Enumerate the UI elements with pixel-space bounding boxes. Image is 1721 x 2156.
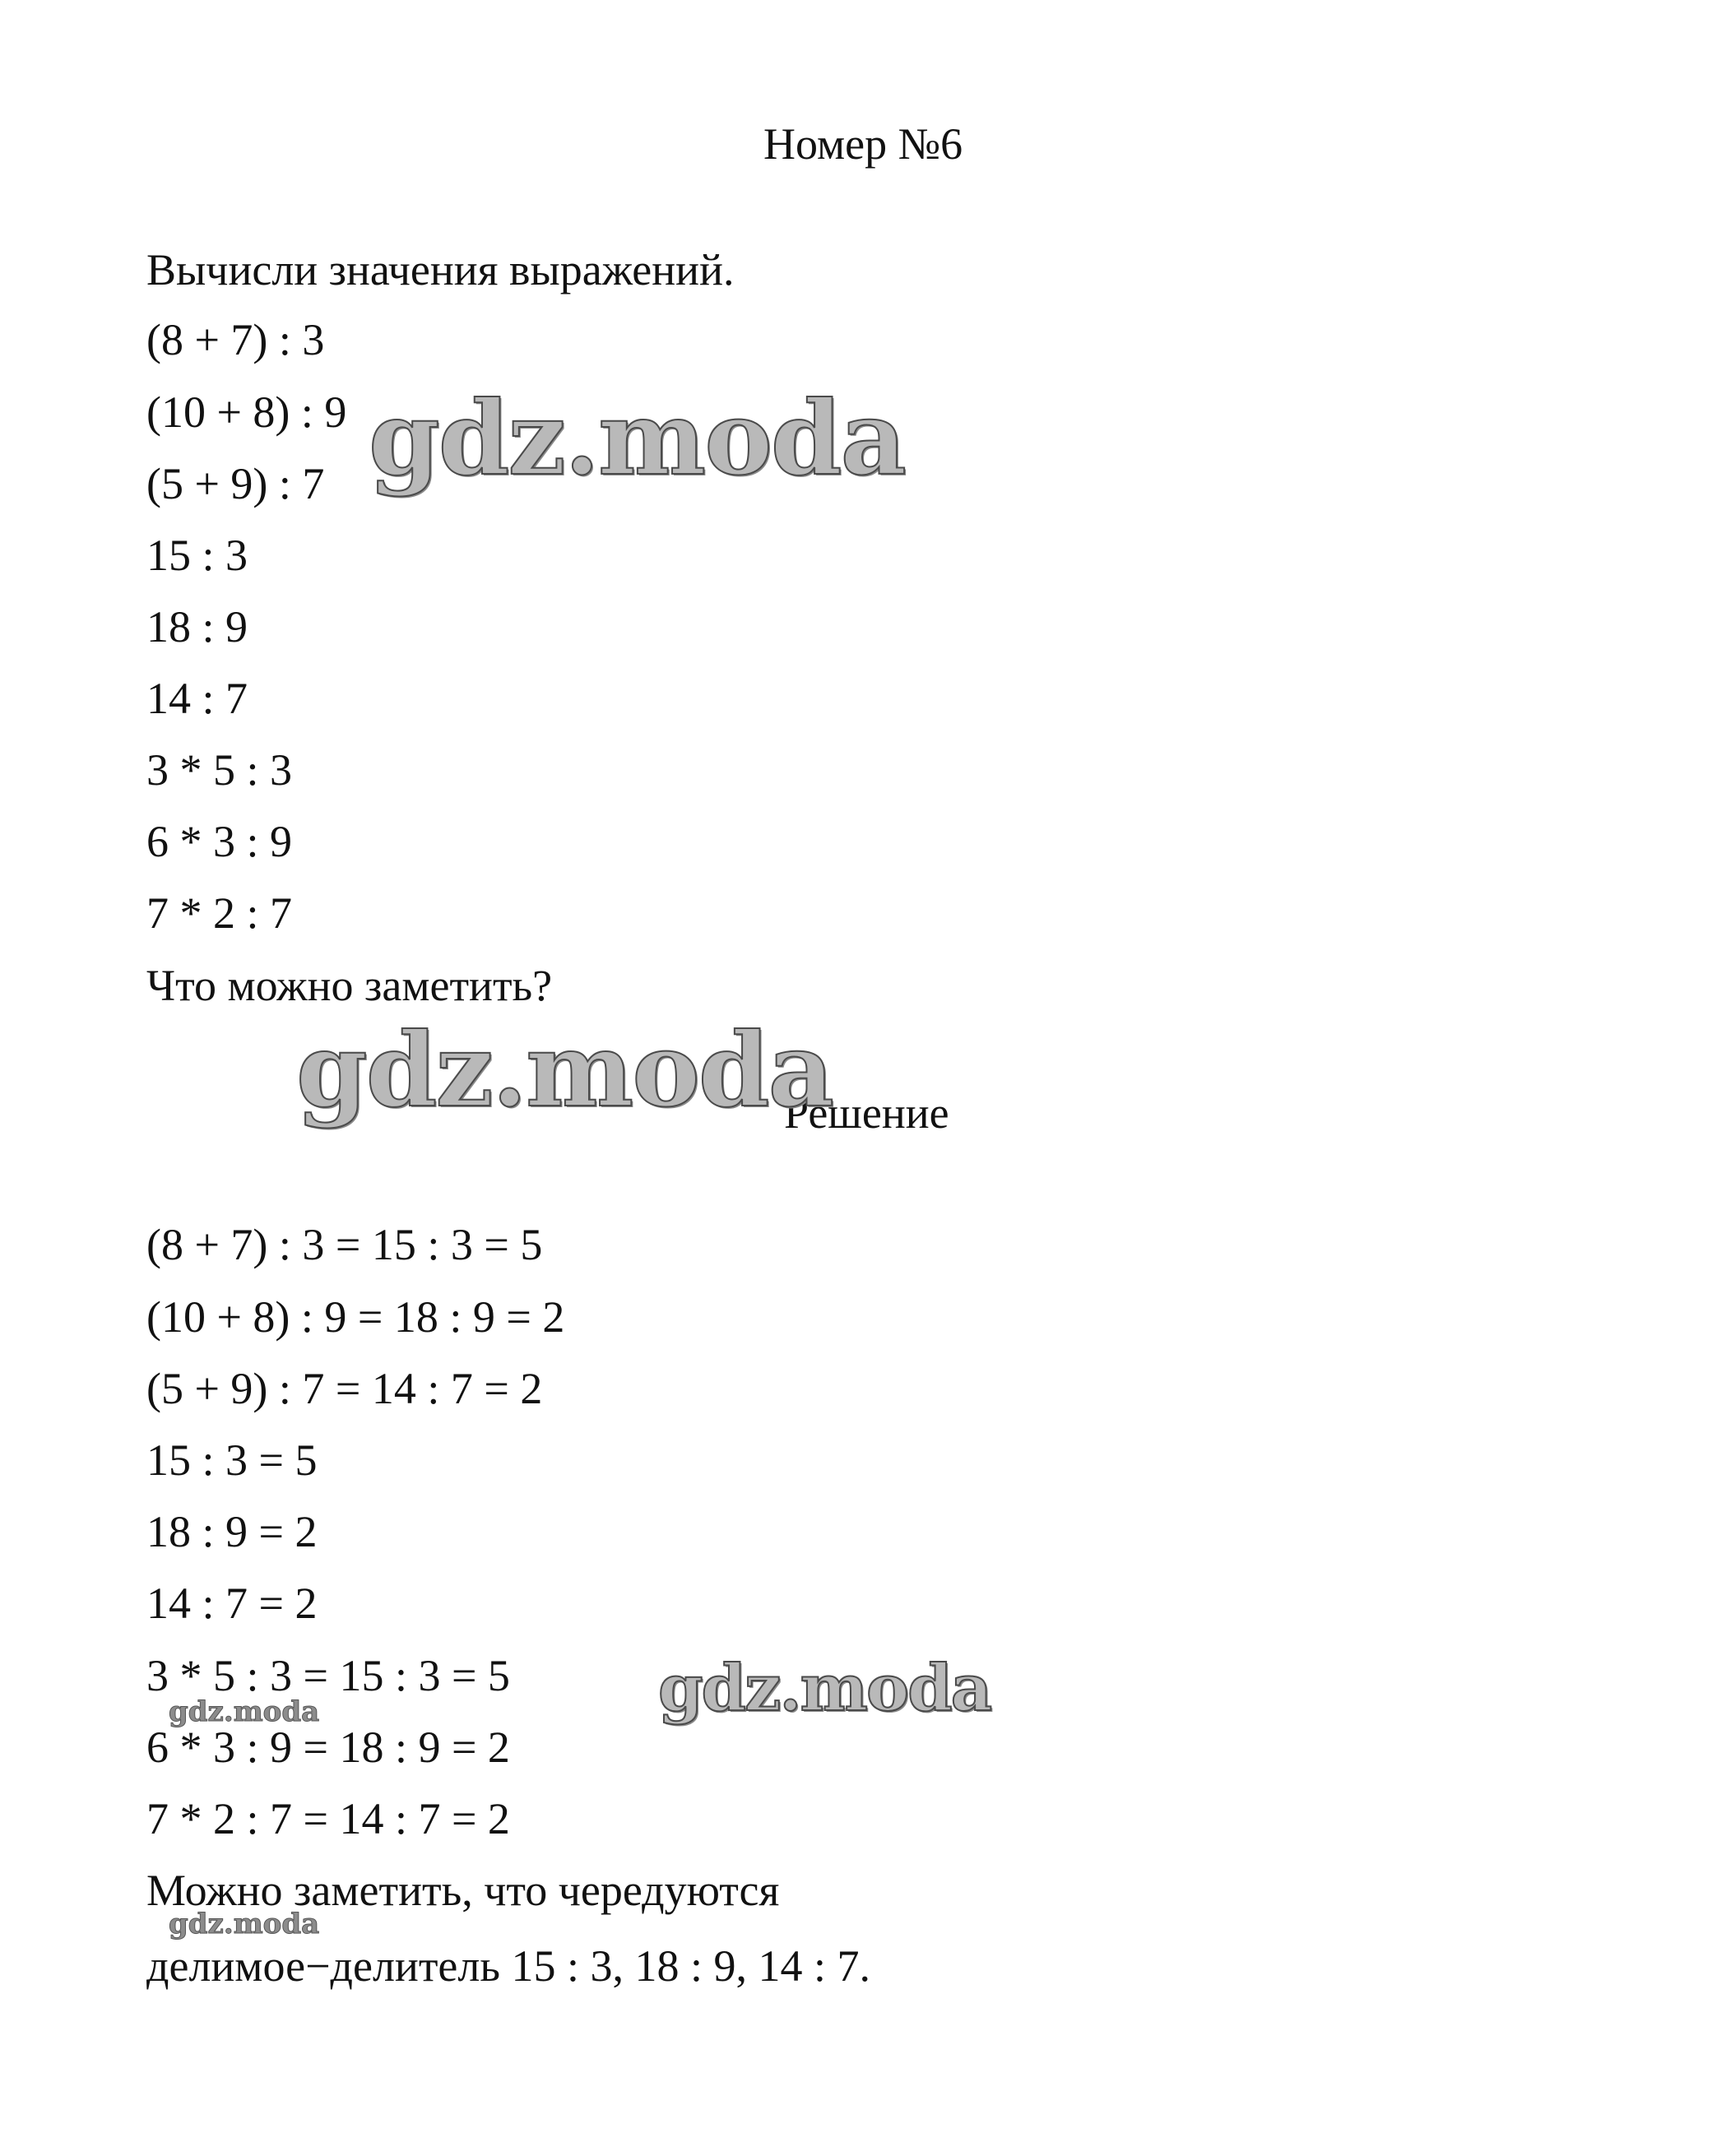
solution-line: 7 * 2 : 7 = 14 : 7 = 2 — [146, 1794, 510, 1843]
watermark-logo: gdz.moda — [169, 1908, 320, 1940]
task-expression: (8 + 7) : 3 — [146, 315, 325, 364]
page-title: Номер №6 — [763, 119, 963, 169]
task-prompt: Вычисли значения выражений. — [146, 245, 735, 294]
task-expression: 14 : 7 — [146, 674, 248, 723]
solution-line: 6 * 3 : 9 = 18 : 9 = 2 — [146, 1722, 510, 1772]
task-expression: 7 * 2 : 7 — [146, 888, 293, 938]
task-expression: 18 : 9 — [146, 602, 248, 651]
solution-line: 3 * 5 : 3 = 15 : 3 = 5 — [146, 1651, 510, 1700]
solution-line: (8 + 7) : 3 = 15 : 3 = 5 — [146, 1220, 543, 1269]
watermark-logo: gdz.moda — [296, 1011, 833, 1130]
solution-heading: Решение — [784, 1088, 949, 1138]
solution-line: 15 : 3 = 5 — [146, 1435, 318, 1485]
task-expression: 3 * 5 : 3 — [146, 745, 293, 795]
watermark-logo: gdz.moda — [658, 1651, 991, 1726]
solution-conclusion: делимое−делитель 15 : 3, 18 : 9, 14 : 7. — [146, 1941, 870, 1991]
task-expression: (5 + 9) : 7 — [146, 459, 325, 508]
watermark-logo: gdz.moda — [169, 1695, 320, 1728]
task-question: Что можно заметить? — [146, 961, 553, 1010]
task-expression: (10 + 8) : 9 — [146, 387, 347, 437]
solution-conclusion: Можно заметить, что чередуются — [146, 1866, 780, 1915]
task-expression: 6 * 3 : 9 — [146, 817, 293, 866]
solution-line: (5 + 9) : 7 = 14 : 7 = 2 — [146, 1364, 543, 1413]
task-expression: 15 : 3 — [146, 531, 248, 580]
watermark-logo: gdz.moda — [369, 379, 905, 498]
solution-line: 18 : 9 = 2 — [146, 1507, 318, 1556]
solution-line: (10 + 8) : 9 = 18 : 9 = 2 — [146, 1292, 565, 1342]
solution-line: 14 : 7 = 2 — [146, 1579, 318, 1628]
